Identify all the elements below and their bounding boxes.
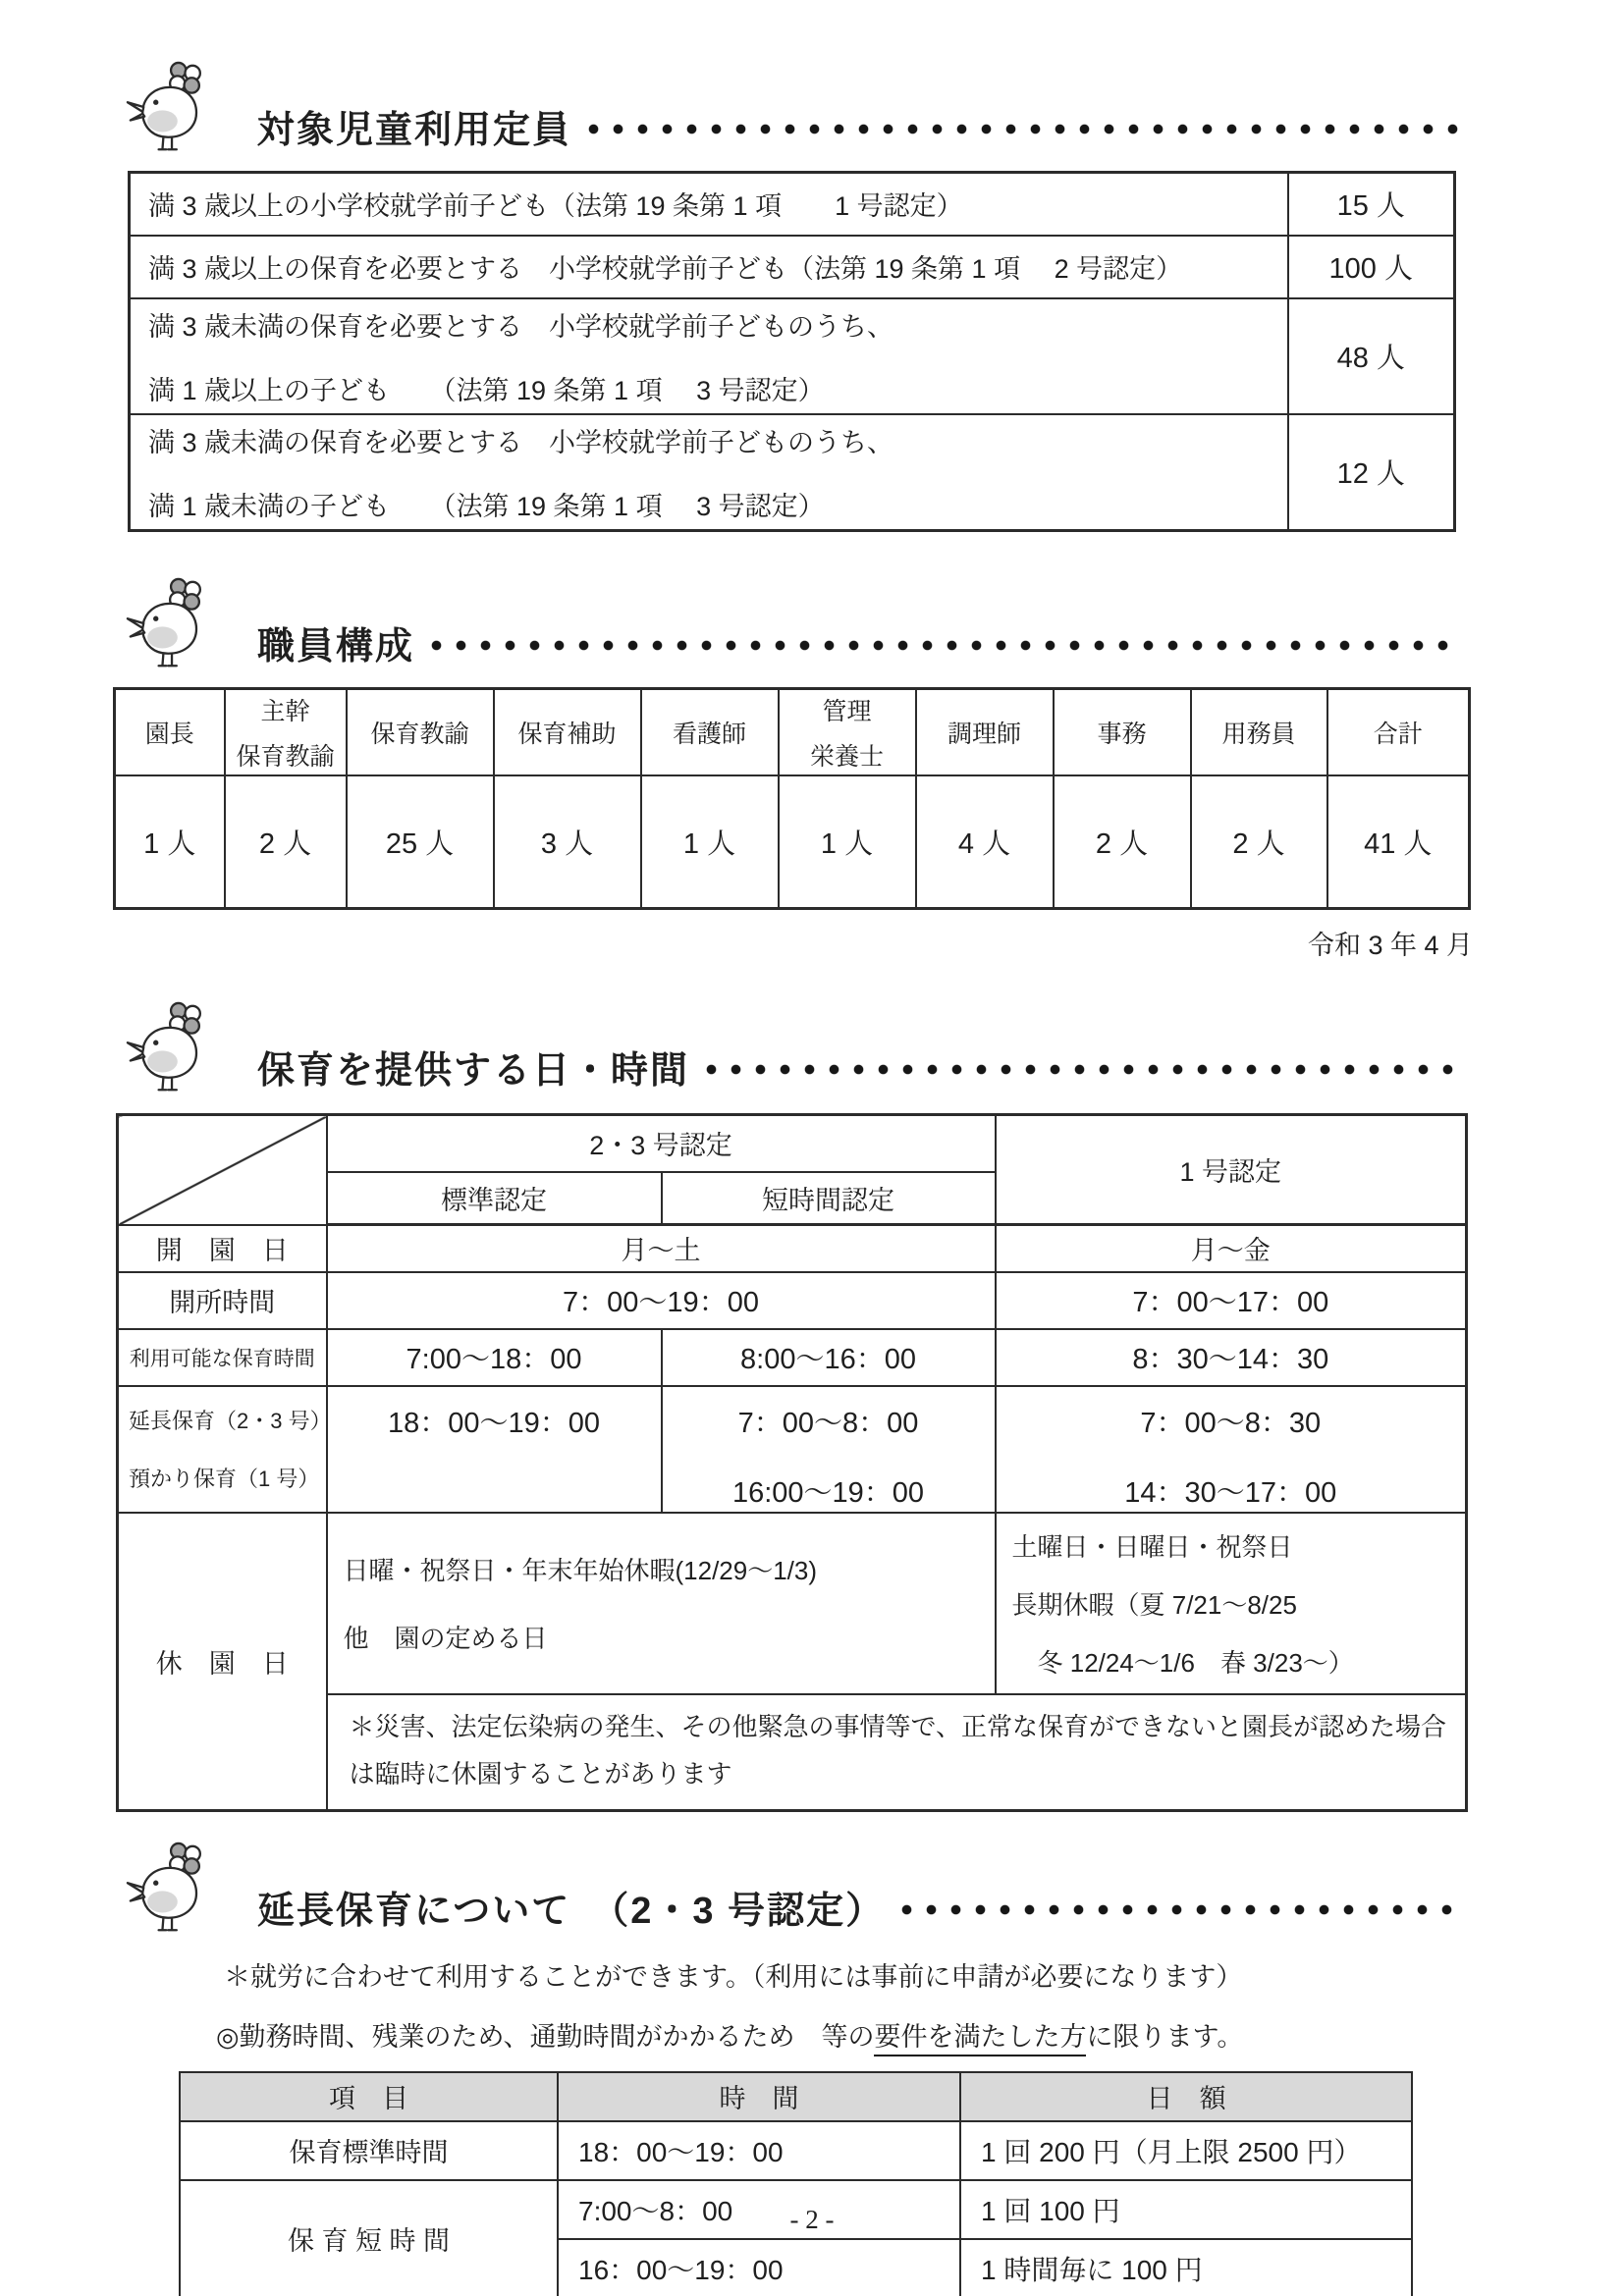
fee-time-cell: 7:00～8：00 bbox=[558, 2180, 960, 2239]
section-title-schedule: 保育を提供する日・時間 bbox=[257, 1050, 690, 1092]
staff-header-cell bbox=[1054, 688, 1191, 775]
closed-line: 土曜日・日曜日・祝祭日 bbox=[1011, 1531, 1293, 1562]
cert1-header-cell: 1 号認定 bbox=[996, 1115, 1467, 1225]
dotted-leader bbox=[900, 1903, 1462, 1916]
capacity-row bbox=[130, 236, 1455, 298]
staff-table bbox=[113, 687, 1471, 911]
staff-header-line: 看護師 bbox=[672, 720, 746, 748]
staff-header-cell bbox=[641, 688, 779, 775]
capacity-description-cell bbox=[130, 173, 1288, 236]
section-schedule-header bbox=[110, 1001, 1462, 1097]
extended-short-cell bbox=[662, 1386, 996, 1513]
bird-flower-icon bbox=[118, 61, 228, 155]
fee-header-amount: 日 額 bbox=[960, 2072, 1412, 2121]
available-short-cell: 8:00～16：00 bbox=[662, 1329, 996, 1386]
staff-header-line: 保育教諭 bbox=[236, 742, 335, 771]
capacity-table bbox=[128, 171, 1456, 532]
row-label-cell: 休 園 日 bbox=[118, 1513, 327, 1811]
capacity-count-cell: 12 人 bbox=[1288, 414, 1455, 531]
section-staff-header bbox=[110, 577, 1462, 673]
staff-count-cell: 4 人 bbox=[916, 775, 1054, 909]
fee-table bbox=[179, 2071, 1413, 2296]
staff-count-cell: 25 人 bbox=[347, 775, 494, 909]
open-hours-1-cell: 7：00～17：00 bbox=[996, 1272, 1467, 1329]
open-hours-row bbox=[118, 1272, 1467, 1329]
header-row bbox=[257, 615, 1462, 669]
capacity-line: 満 3 歳未満の保育を必要とする 小学校就学前子どものうち、 bbox=[148, 427, 894, 457]
section-extension-header bbox=[110, 1842, 1462, 1938]
open-days-row bbox=[118, 1225, 1467, 1272]
fee-amount-cell: 1 回 200 円（月上限 2500 円） bbox=[960, 2121, 1412, 2180]
extension-note-2 bbox=[216, 2015, 1624, 2054]
staff-header-cell bbox=[779, 688, 916, 775]
note2-suffix: に限ります。 bbox=[1086, 2021, 1244, 2052]
staff-header-cell bbox=[1327, 688, 1470, 775]
capacity-line: 満 1 歳以上の子ども （法第 19 条第 1 項 3 号認定） bbox=[148, 375, 825, 405]
capacity-count-cell: 48 人 bbox=[1288, 298, 1455, 414]
fee-amount-cell: 1 回 100 円 bbox=[960, 2180, 1412, 2239]
staff-header-cell bbox=[347, 688, 494, 775]
section-title-extension: 延長保育について （2・3 号認定） bbox=[257, 1890, 886, 1932]
section-title-staff: 職員構成 bbox=[257, 625, 415, 667]
page-number: - 2 - bbox=[789, 2205, 835, 2234]
time-range: 7：00～8：00 bbox=[737, 1407, 919, 1439]
time-range: 16:00～19：00 bbox=[731, 1476, 925, 1509]
bird-flower-icon bbox=[118, 1001, 228, 1095]
staff-header-line: 保育補助 bbox=[517, 720, 617, 748]
fee-header-row bbox=[180, 2072, 1412, 2121]
staff-header-line: 栄養士 bbox=[809, 742, 884, 771]
staff-count-cell: 1 人 bbox=[115, 775, 225, 909]
staff-count-cell: 1 人 bbox=[779, 775, 916, 909]
capacity-row bbox=[130, 173, 1455, 236]
closed-days-1-cell bbox=[996, 1513, 1467, 1694]
open-days-1-cell: 月～金 bbox=[996, 1225, 1467, 1272]
staff-header-cell bbox=[115, 688, 225, 775]
extended-care-row bbox=[118, 1386, 1467, 1513]
staff-header-line: 事務 bbox=[1097, 720, 1147, 748]
fee-header-time: 時 間 bbox=[558, 2072, 960, 2121]
capacity-count-cell: 15 人 bbox=[1288, 173, 1455, 236]
header-row bbox=[257, 1040, 1462, 1094]
staff-header-line: 管理 bbox=[822, 697, 872, 725]
staff-count-cell: 2 人 bbox=[1191, 775, 1327, 909]
open-days-23-cell: 月～土 bbox=[327, 1225, 996, 1272]
dotted-leader bbox=[587, 123, 1462, 135]
extended-1-cell bbox=[996, 1386, 1467, 1513]
section-gap bbox=[0, 532, 1624, 577]
row-label-cell bbox=[118, 1386, 332, 1513]
section-capacity-header bbox=[110, 61, 1462, 157]
capacity-description-cell bbox=[130, 236, 1288, 298]
header-row bbox=[257, 99, 1462, 153]
staff-count-cell: 2 人 bbox=[1054, 775, 1191, 909]
fee-time-cell: 16：00～19：00 bbox=[558, 2239, 960, 2296]
row-label-cell: 開 園 日 bbox=[118, 1225, 327, 1272]
fee-label-cell: 保育標準時間 bbox=[180, 2121, 558, 2180]
staff-header-line: 園長 bbox=[144, 720, 194, 748]
staff-header-row bbox=[115, 688, 1470, 775]
fee-time-cell: 18：00～19：00 bbox=[558, 2121, 960, 2180]
closed-line: 他 園の定める日 bbox=[343, 1624, 548, 1653]
fee-amount-cell: 1 時間毎に 100 円 bbox=[960, 2239, 1412, 2296]
schedule-header-row-1 bbox=[118, 1115, 1467, 1172]
closed-days-row bbox=[118, 1513, 1467, 1694]
row-label-cell: 開所時間 bbox=[118, 1272, 327, 1329]
staff-header-line: 合計 bbox=[1373, 720, 1423, 748]
capacity-line: 満 3 歳未満の保育を必要とする 小学校就学前子どものうち、 bbox=[148, 311, 894, 342]
available-1-cell: 8：30～14：30 bbox=[996, 1329, 1467, 1386]
available-standard-cell: 7:00～18：00 bbox=[327, 1329, 662, 1386]
standard-header-cell: 標準認定 bbox=[327, 1172, 662, 1225]
time-range: 7：00～8：30 bbox=[1140, 1407, 1322, 1439]
extended-label-line: 延長保育（2・3 号） bbox=[129, 1409, 332, 1433]
closure-note-cell: ＊災害、法定伝染病の発生、その他緊急の事情等で、正常な保育ができないと園長が認めた場合は臨時に休園することがあります bbox=[327, 1694, 1467, 1811]
section-gap bbox=[0, 1812, 1624, 1842]
top-margin bbox=[0, 0, 1624, 61]
available-hours-row bbox=[118, 1329, 1467, 1386]
staff-header-cell bbox=[494, 688, 641, 775]
fee-standard-row bbox=[180, 2121, 1412, 2180]
capacity-count-cell: 100 人 bbox=[1288, 236, 1455, 298]
section-title-capacity: 対象児童利用定員 bbox=[257, 110, 572, 151]
capacity-line: 満 1 歳未満の子ども （法第 19 条第 1 項 3 号認定） bbox=[148, 491, 825, 521]
dotted-leader bbox=[705, 1063, 1462, 1076]
as-of-date: 令和 3 年 4 月 bbox=[1307, 931, 1473, 960]
closed-line: 日曜・祝祭日・年末年始休暇(12/29～1/3) bbox=[343, 1556, 818, 1585]
header-row bbox=[257, 1880, 1462, 1934]
note2-underlined: 要件を満たした方 bbox=[874, 2022, 1086, 2056]
dotted-leader bbox=[430, 639, 1462, 652]
staff-header-line: 保育教諭 bbox=[370, 720, 469, 748]
closed-line: 冬 12/24～1/6 春 3/23～） bbox=[1011, 1647, 1354, 1678]
staff-header-cell bbox=[916, 688, 1054, 775]
capacity-row bbox=[130, 298, 1455, 414]
fee-label-cell: 保 育 短 時 間 bbox=[180, 2180, 558, 2296]
staff-count-cell: 2 人 bbox=[225, 775, 347, 909]
staff-header-cell bbox=[1191, 688, 1327, 775]
capacity-description-cell bbox=[130, 298, 1288, 414]
section-gap bbox=[0, 962, 1624, 1001]
bird-flower-icon bbox=[118, 577, 228, 671]
diagonal-blank-cell bbox=[118, 1115, 327, 1225]
capacity-line: 満 3 歳以上の保育を必要とする 小学校就学前子ども（法第 19 条第 1 項 2 号認定） bbox=[148, 254, 1183, 284]
extended-standard-cell bbox=[327, 1386, 662, 1513]
staff-header-line: 用務員 bbox=[1221, 720, 1296, 748]
staff-header-line: 主幹 bbox=[260, 697, 310, 725]
staff-count-cell: 3 人 bbox=[494, 775, 641, 909]
note2-prefix: ◎勤務時間、残業のため、通勤時間がかかるため 等の bbox=[216, 2021, 875, 2052]
time-range: 14：30～17：00 bbox=[1124, 1476, 1337, 1509]
closed-line: 長期休暇（夏 7/21～8/25 bbox=[1011, 1589, 1297, 1620]
staff-header-line: 調理師 bbox=[947, 720, 1021, 748]
short-time-header-cell: 短時間認定 bbox=[662, 1172, 996, 1225]
schedule-table bbox=[116, 1113, 1468, 1812]
row-label-cell: 利用可能な保育時間 bbox=[118, 1329, 327, 1386]
fee-header-item: 項 目 bbox=[180, 2072, 558, 2121]
bird-flower-icon bbox=[118, 1842, 228, 1936]
staff-count-row bbox=[115, 775, 1470, 909]
capacity-line: 満 3 歳以上の小学校就学前子ども（法第 19 条第 1 項 1 号認定） bbox=[148, 191, 963, 222]
extension-note-1: ＊就労に合わせて利用することができます。（利用には事前に申請が必要になります） bbox=[224, 1961, 1243, 1992]
capacity-row bbox=[130, 414, 1455, 531]
closed-days-23-cell bbox=[327, 1513, 996, 1694]
staff-count-cell: 41 人 bbox=[1327, 775, 1470, 909]
cert23-header-cell: 2・3 号認定 bbox=[327, 1115, 996, 1172]
open-hours-23-cell: 7：00～19：00 bbox=[327, 1272, 996, 1329]
capacity-description-cell bbox=[130, 414, 1288, 531]
time-range: 18：00～19：00 bbox=[387, 1407, 601, 1439]
staff-count-cell: 1 人 bbox=[641, 775, 779, 909]
staff-header-cell bbox=[225, 688, 347, 775]
extended-label-line: 預かり保育（1 号） bbox=[129, 1467, 320, 1491]
